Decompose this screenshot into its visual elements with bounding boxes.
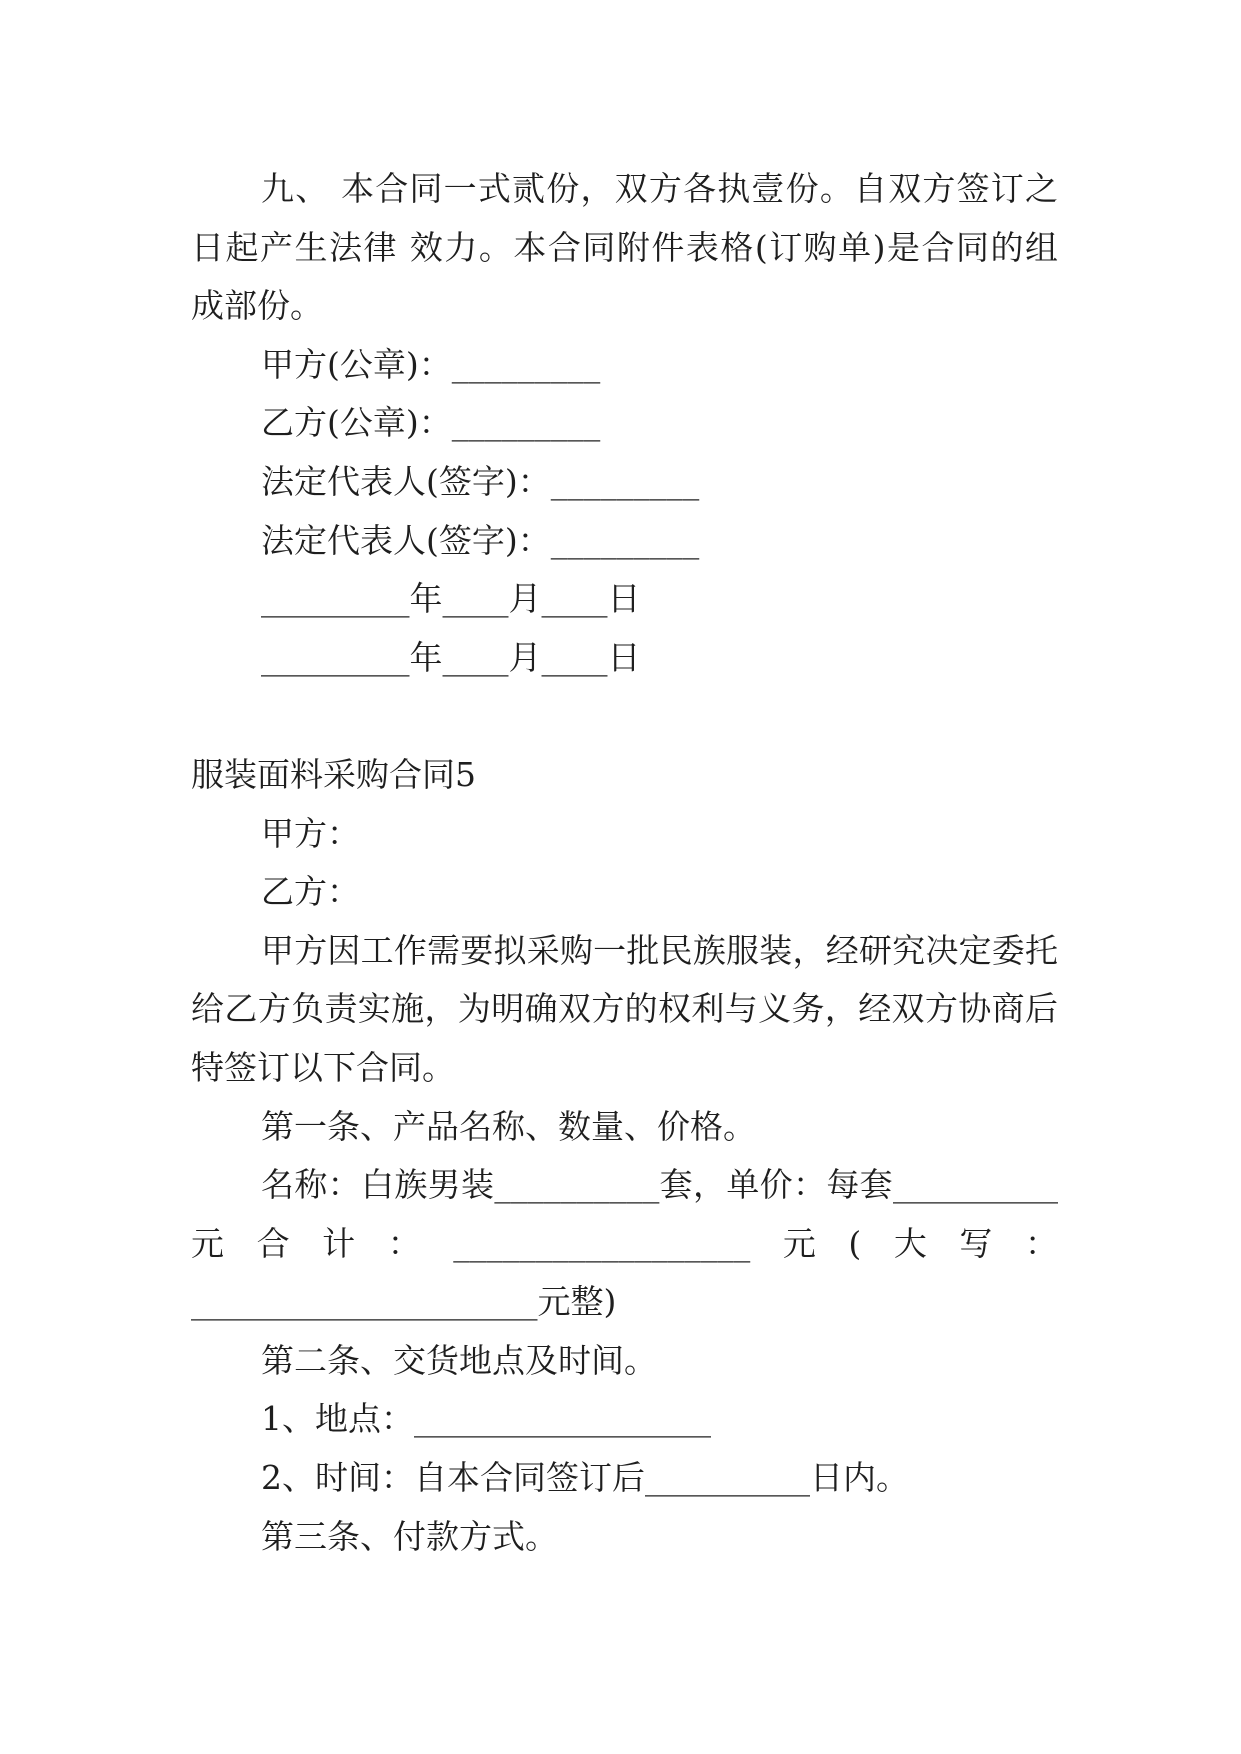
- article-1-heading: 第一条、产品名称、数量、价格。: [261, 1106, 756, 1146]
- article-1-product-line: 名称：白族男装__________套，单价：每套__________: [261, 1165, 1058, 1205]
- document-body: [191, 160, 1058, 1566]
- contract-title: 服装面料采购合同5: [191, 754, 476, 794]
- legal-rep-signature-line-b: 法定代表人(签字)：_________: [261, 520, 700, 560]
- party-a-label: 甲方：: [261, 813, 360, 853]
- article-1-total-line: 元合计：__________________元(大写：: [191, 1223, 1058, 1263]
- article-2-place-line: 1、地点：__________________: [261, 1399, 711, 1439]
- article-2-heading: 第二条、交货地点及时间。: [261, 1340, 657, 1380]
- preamble-line-1: 甲方因工作需要拟采购一批民族服装，经研究决定委托: [261, 930, 1058, 970]
- clause-9-line-2: 日起产生法律 效力。本合同附件表格(订购单)是合同的组: [191, 227, 1058, 267]
- article-2-time-line: 2、时间：自本合同签订后__________日内。: [261, 1458, 909, 1498]
- legal-rep-signature-line-a: 法定代表人(签字)：_________: [261, 461, 700, 501]
- section-spacer: [191, 687, 1058, 746]
- party-b-seal-line: 乙方(公章)：_________: [261, 403, 601, 443]
- clause-9-line-1: 九、 本合同一式贰份，双方各执壹份。自双方签订之: [261, 169, 1058, 208]
- article-1-total-uppercase-line: _____________________元整): [191, 1282, 617, 1322]
- article-3-heading: 第三条、付款方式。: [261, 1516, 558, 1556]
- preamble-line-2: 给乙方负责实施，为明确双方的权利与义务，经双方协商后: [191, 989, 1058, 1029]
- party-b-label: 乙方：: [261, 872, 360, 912]
- signing-date-line-b: _________年____月____日: [261, 637, 641, 677]
- preamble-line-3: 特签订以下合同。: [191, 1047, 455, 1087]
- signing-date-line-a: _________年____月____日: [261, 579, 641, 619]
- clause-9-line-3: 成部份。: [191, 286, 323, 326]
- party-a-seal-line: 甲方(公章)：_________: [261, 344, 601, 384]
